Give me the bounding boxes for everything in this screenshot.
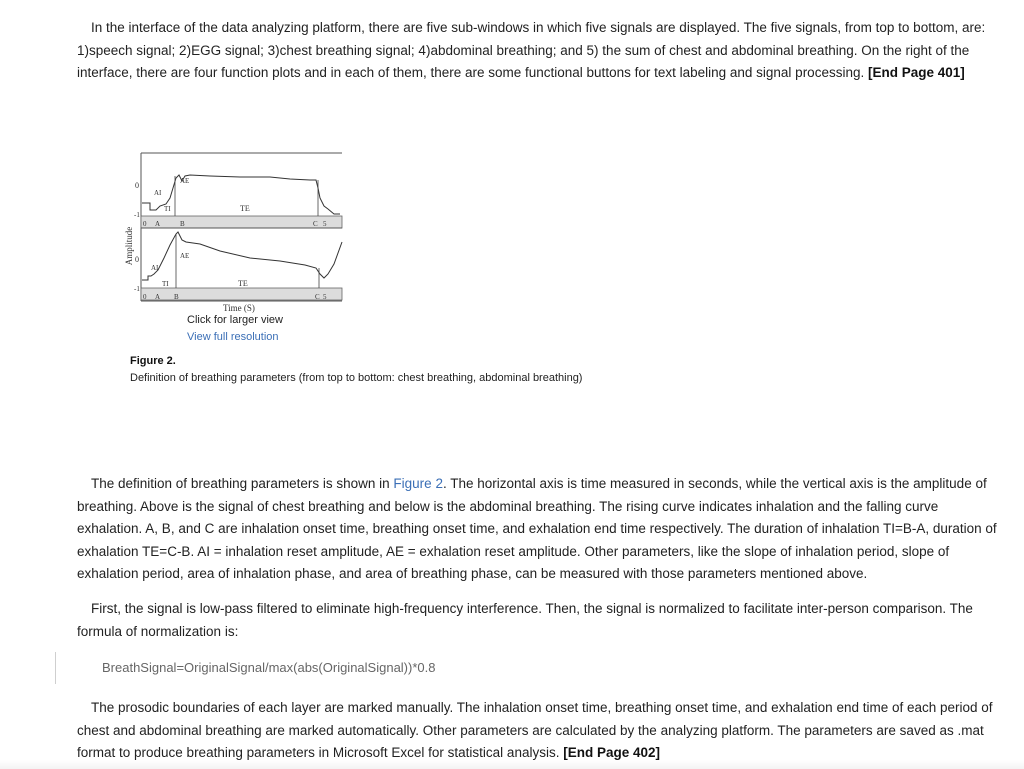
paragraph-interface xyxy=(77,17,997,85)
paragraph-boundaries xyxy=(77,697,997,765)
bottom-label-c: C xyxy=(315,293,320,301)
figure-ylabel: Amplitude xyxy=(124,226,134,266)
top-label-c: C xyxy=(313,220,318,228)
click-larger-view[interactable]: Click for larger view xyxy=(187,314,283,326)
bottom-label-b: B xyxy=(174,293,179,301)
paragraph-text: The prosodic boundaries of each layer are marked manually. The inhalation onset time, breathing onset time, and exhalation end time of each period of chest and abdominal breathing are marked automatically. Other parameters are calculated by the analyzing platform. The parameters are saved as .mat format to produce breathing parameters in Microsoft Excel for statistical analysis. xyxy=(77,700,993,760)
bottom-label-a: A xyxy=(155,293,161,301)
top-ytick-neg1: -1 xyxy=(134,211,140,219)
paragraph-text: First, the signal is low-pass filtered to eliminate high-frequency interference. Then, the signal is normalized to facilitate inter-person comparison. The formula of normalization is: xyxy=(77,601,973,639)
paragraph-text-start: The definition of breathing parameters is shown in xyxy=(91,476,394,491)
figure-xlabel: Time (S) xyxy=(223,303,255,313)
bottom-label-5: 5 xyxy=(323,293,327,301)
bottom-ytick-neg1: -1 xyxy=(134,285,140,293)
normalization-formula: BreathSignal=OriginalSignal/max(abs(OriginalSignal))*0.8 xyxy=(102,660,436,675)
bottom-label-0: 0 xyxy=(143,293,147,301)
top-ytick-0: 0 xyxy=(135,181,139,190)
end-page-marker: [End Page 402] xyxy=(563,745,661,760)
top-label-ae: AE xyxy=(180,177,190,185)
figure-2-link[interactable]: Figure 2 xyxy=(393,476,443,491)
top-label-a: A xyxy=(155,220,161,228)
top-label-ti: TI xyxy=(164,205,171,213)
top-label-5: 5 xyxy=(323,220,327,228)
figure-caption: Definition of breathing parameters (from top to bottom: chest breathing, abdominal breathing) xyxy=(130,372,583,384)
abdominal-breathing-panel xyxy=(134,228,342,301)
formula-block xyxy=(55,652,656,684)
top-label-0: 0 xyxy=(143,220,147,228)
figure-label: Figure 2. xyxy=(130,355,176,367)
paragraph-filtering xyxy=(77,598,997,643)
paragraph-text-rest: . The horizontal axis is time measured in seconds, while the vertical axis is the amplitude of breathing. Above is the signal of chest breathing and below is the abdominal breathing. The rising curve indicates inhalation and the falling curve exhalation. A, B, and C are inhalation onset time, breathing onset time, and exhalation end time respectively. The duration of inhalation TI=B-A, duration of exhalation TE=C-B. AI = inhalation reset amplitude, AE = exhalation reset amplitude. Other parameters, like the slope of inhalation period, slope of exhalation period, area of inhalation phase, and area of breathing phase, can be measured with those parameters mentioned above. xyxy=(77,476,997,581)
top-label-b: B xyxy=(180,220,185,228)
top-label-ai: AI xyxy=(154,189,162,197)
bottom-label-ai: AI xyxy=(151,264,159,272)
paragraph-text: In the interface of the data analyzing platform, there are five sub-windows in which five signals are displayed. The five signals, from top to bottom, are: 1)speech signal; 2)EGG signal; 3)chest breathing signal; 4)abdominal breathing; and 5) the sum of chest and abdominal breathing. On the right of the interface, there are four function plots and in each of them, there are some functional buttons for text labeling and signal processing. xyxy=(77,20,986,80)
bottom-ytick-0: 0 xyxy=(135,255,139,264)
bottom-label-ae: AE xyxy=(180,252,190,260)
chest-breathing-panel xyxy=(134,153,342,228)
bottom-edge xyxy=(0,760,1024,769)
bottom-label-te: TE xyxy=(238,279,248,288)
figure-2-image[interactable] xyxy=(120,148,360,313)
paragraph-definition xyxy=(77,473,997,586)
view-full-resolution-link[interactable]: View full resolution xyxy=(187,331,279,343)
bottom-label-ti: TI xyxy=(162,280,169,288)
end-page-marker: [End Page 401] xyxy=(867,65,965,80)
top-label-te: TE xyxy=(240,204,250,213)
